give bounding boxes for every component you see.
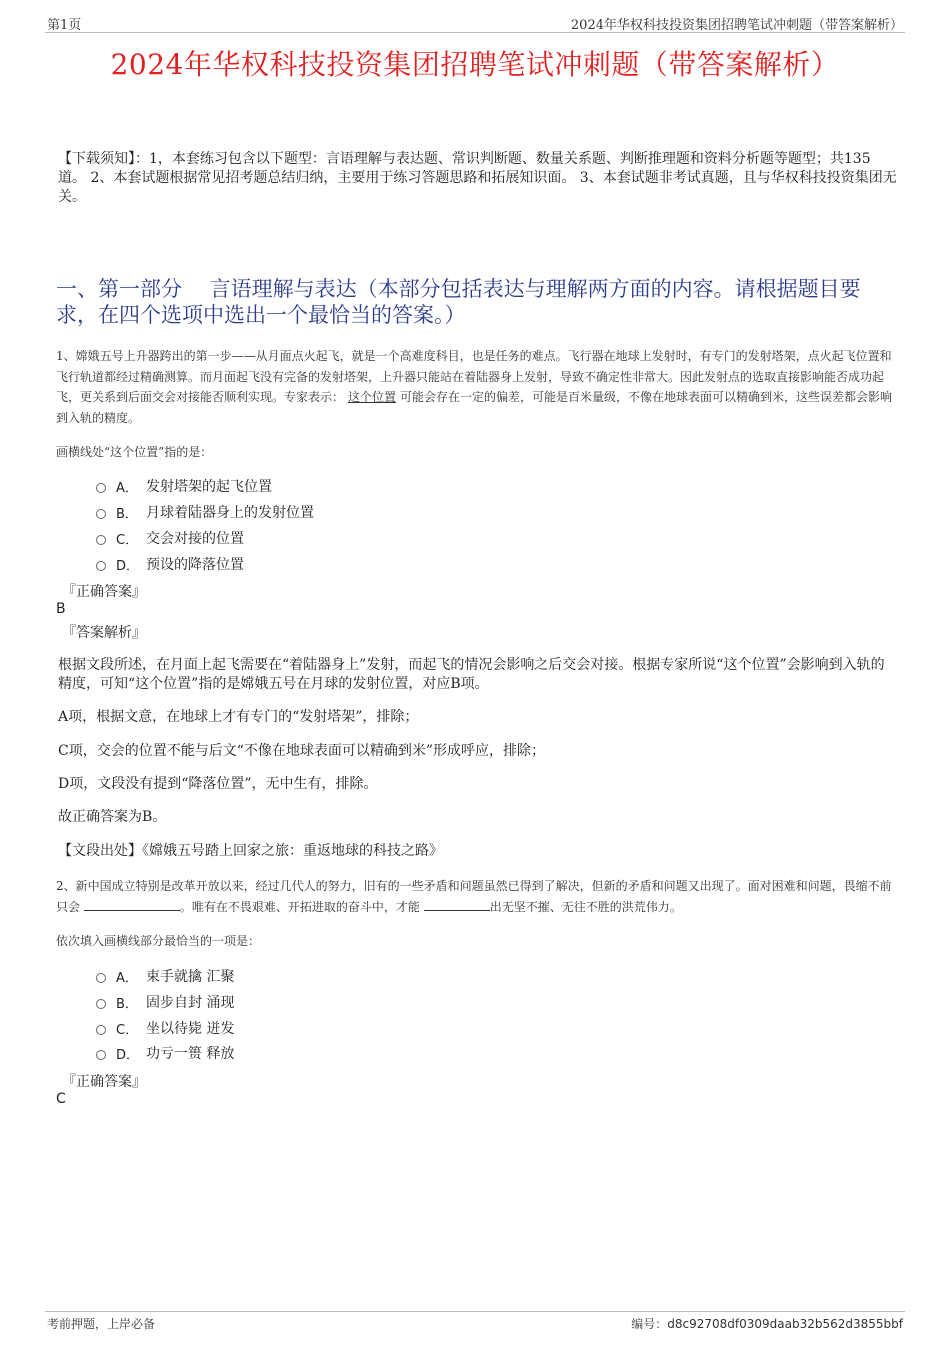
q2-passage-part-3: 出无坚不摧、无往不胜的洪荒伟力。 — [489, 900, 682, 914]
q2-blank-2 — [424, 897, 490, 911]
q1-answer-value: B — [56, 601, 66, 617]
option-letter: C． — [116, 532, 139, 548]
q2-option-a[interactable] — [96, 966, 234, 986]
radio-icon[interactable] — [96, 535, 106, 545]
q2-option-c[interactable] — [96, 1018, 234, 1038]
q2-prompt: 依次填入画横线部分最恰当的一项是： — [56, 934, 261, 948]
option-text: 固步自封 涌现 — [146, 995, 235, 1011]
footer-code-value: d8c92708df0309daab32b562d3855bbf — [667, 1317, 903, 1331]
option-text: 坐以待毙 迸发 — [146, 1021, 235, 1037]
q1-prompt: 画横线处“这个位置”指的是： — [56, 445, 213, 459]
radio-icon[interactable] — [96, 509, 106, 519]
q1-underlined-phrase: 这个位置 — [348, 390, 397, 404]
radio-icon[interactable] — [96, 561, 106, 571]
footer-code-label: 编号： — [631, 1317, 668, 1331]
q2-answer-value: C — [56, 1091, 66, 1107]
radio-icon[interactable] — [96, 1050, 106, 1060]
option-letter: C． — [116, 1022, 139, 1038]
q1-answer-label: 『正确答案』 — [62, 584, 146, 600]
q1-analysis-label: 『答案解析』 — [62, 625, 146, 641]
radio-icon[interactable] — [96, 483, 106, 493]
option-text: 预设的降落位置 — [146, 557, 244, 573]
footer-divider — [45, 1311, 905, 1312]
q1-analysis-para-5: 故正确答案为B。 — [58, 809, 167, 825]
q1-source: 【文段出处】《嫦娥五号踏上回家之旅：重返地球的科技之路》 — [58, 843, 443, 859]
q2-blank-1 — [84, 897, 180, 911]
q2-option-b[interactable] — [96, 992, 234, 1012]
footer-code — [631, 1315, 903, 1332]
option-letter: D． — [116, 558, 140, 574]
radio-icon[interactable] — [96, 999, 106, 1009]
option-text: 束手就擒 汇聚 — [146, 969, 235, 985]
question-2-passage — [56, 876, 896, 918]
q2-option-d[interactable] — [96, 1043, 234, 1063]
q1-option-b[interactable] — [96, 502, 314, 522]
section-heading: 一、第一部分 言语理解与表达（本部分包括表达与理解两方面的内容。请根据题目要求，在四个选项中选出一个最恰当的答案。） — [56, 277, 861, 327]
option-text: 功亏一篑 释放 — [146, 1046, 235, 1062]
option-letter: A． — [116, 970, 138, 986]
radio-icon[interactable] — [96, 1025, 106, 1035]
option-letter: D． — [116, 1047, 140, 1063]
q1-analysis-para-1: 根据文段所述，在月面上起飞需要在“着陆器身上”发射，而起飞的情况会影响之后交会对接。根据专家所说“这个位置”会影响到入轨的精度，可知“这个位置”指的是嫦娥五号在月球的发射位置，对应B项。 — [58, 657, 885, 692]
q1-passage-before: 1、嫦娥五号上升器跨出的第一步——从月面点火起飞，就是一个高难度科目，也是任务的难点。飞行器在地球上发射时，有专门的发射塔架，点火起飞位置和飞行轨道都经过精确测算。而月面起飞没有完备的发射塔架，上升器只能站在着陆器身上发射，导致不确定性非常大。因此发射点的选取直接影响能否成功起飞，更关系到后面交会对接能否顺利实现。专家表示： — [56, 349, 892, 404]
radio-icon[interactable] — [96, 973, 106, 983]
download-notice: 【下载须知】：1，本套练习包含以下题型：言语理解与表达题、常识判断题、数量关系题、判断推理题和资料分析题等题型；共135道。 2、本套试题根据常见招考题总结归纳，主要用于练习答题思路和拓展知识面。 3、本套试题非考试真题，且与华权科技投资集团无关。 — [58, 151, 897, 205]
page-title: 2024年华权科技投资集团招聘笔试冲刺题（带答案解析） — [110, 48, 840, 81]
q1-option-a[interactable] — [96, 476, 272, 496]
page-number: 第1页 — [47, 18, 82, 33]
q2-passage-part-2: 。唯有在不畏艰难、开拓进取的奋斗中，才能 — [179, 900, 420, 914]
question-1-passage — [56, 346, 896, 428]
option-text: 月球着陆器身上的发射位置 — [146, 505, 314, 521]
q2-answer-label: 『正确答案』 — [62, 1074, 146, 1090]
option-letter: B． — [116, 506, 138, 522]
q1-analysis-para-2: A项，根据文意，在地球上才有专门的“发射塔架”，排除； — [58, 709, 419, 725]
header-divider — [45, 32, 905, 33]
footer-slogan: 考前押题，上岸必备 — [47, 1317, 156, 1331]
option-letter: B． — [116, 996, 138, 1012]
q1-analysis-para-3: C项，交会的位置不能与后文“不像在地球表面可以精确到米”形成呼应，排除； — [58, 743, 546, 759]
q2-passage-part-1: 2、新中国成立特别是改革开放以来，经过几代人的努力，旧有的一些矛盾和问题虽然已得到了解决，但新的矛盾和问题又出现了。面对困难和问题，畏缩不前只会 — [56, 879, 892, 914]
option-letter: A． — [116, 480, 138, 496]
q1-passage-after: 可能会存在一定的偏差，可能是百米量级，不像在地球表面可以精确到米，这些误差都会影响到入轨的精度。 — [56, 390, 893, 425]
header-doc-title: 2024年华权科技投资集团招聘笔试冲刺题（带答案解析） — [570, 18, 903, 33]
q1-analysis-para-4: D项，文段没有提到“降落位置”，无中生有，排除。 — [58, 776, 378, 792]
option-text: 发射塔架的起飞位置 — [146, 479, 272, 495]
q1-option-d[interactable] — [96, 554, 244, 574]
q1-option-c[interactable] — [96, 528, 244, 548]
option-text: 交会对接的位置 — [146, 531, 244, 547]
